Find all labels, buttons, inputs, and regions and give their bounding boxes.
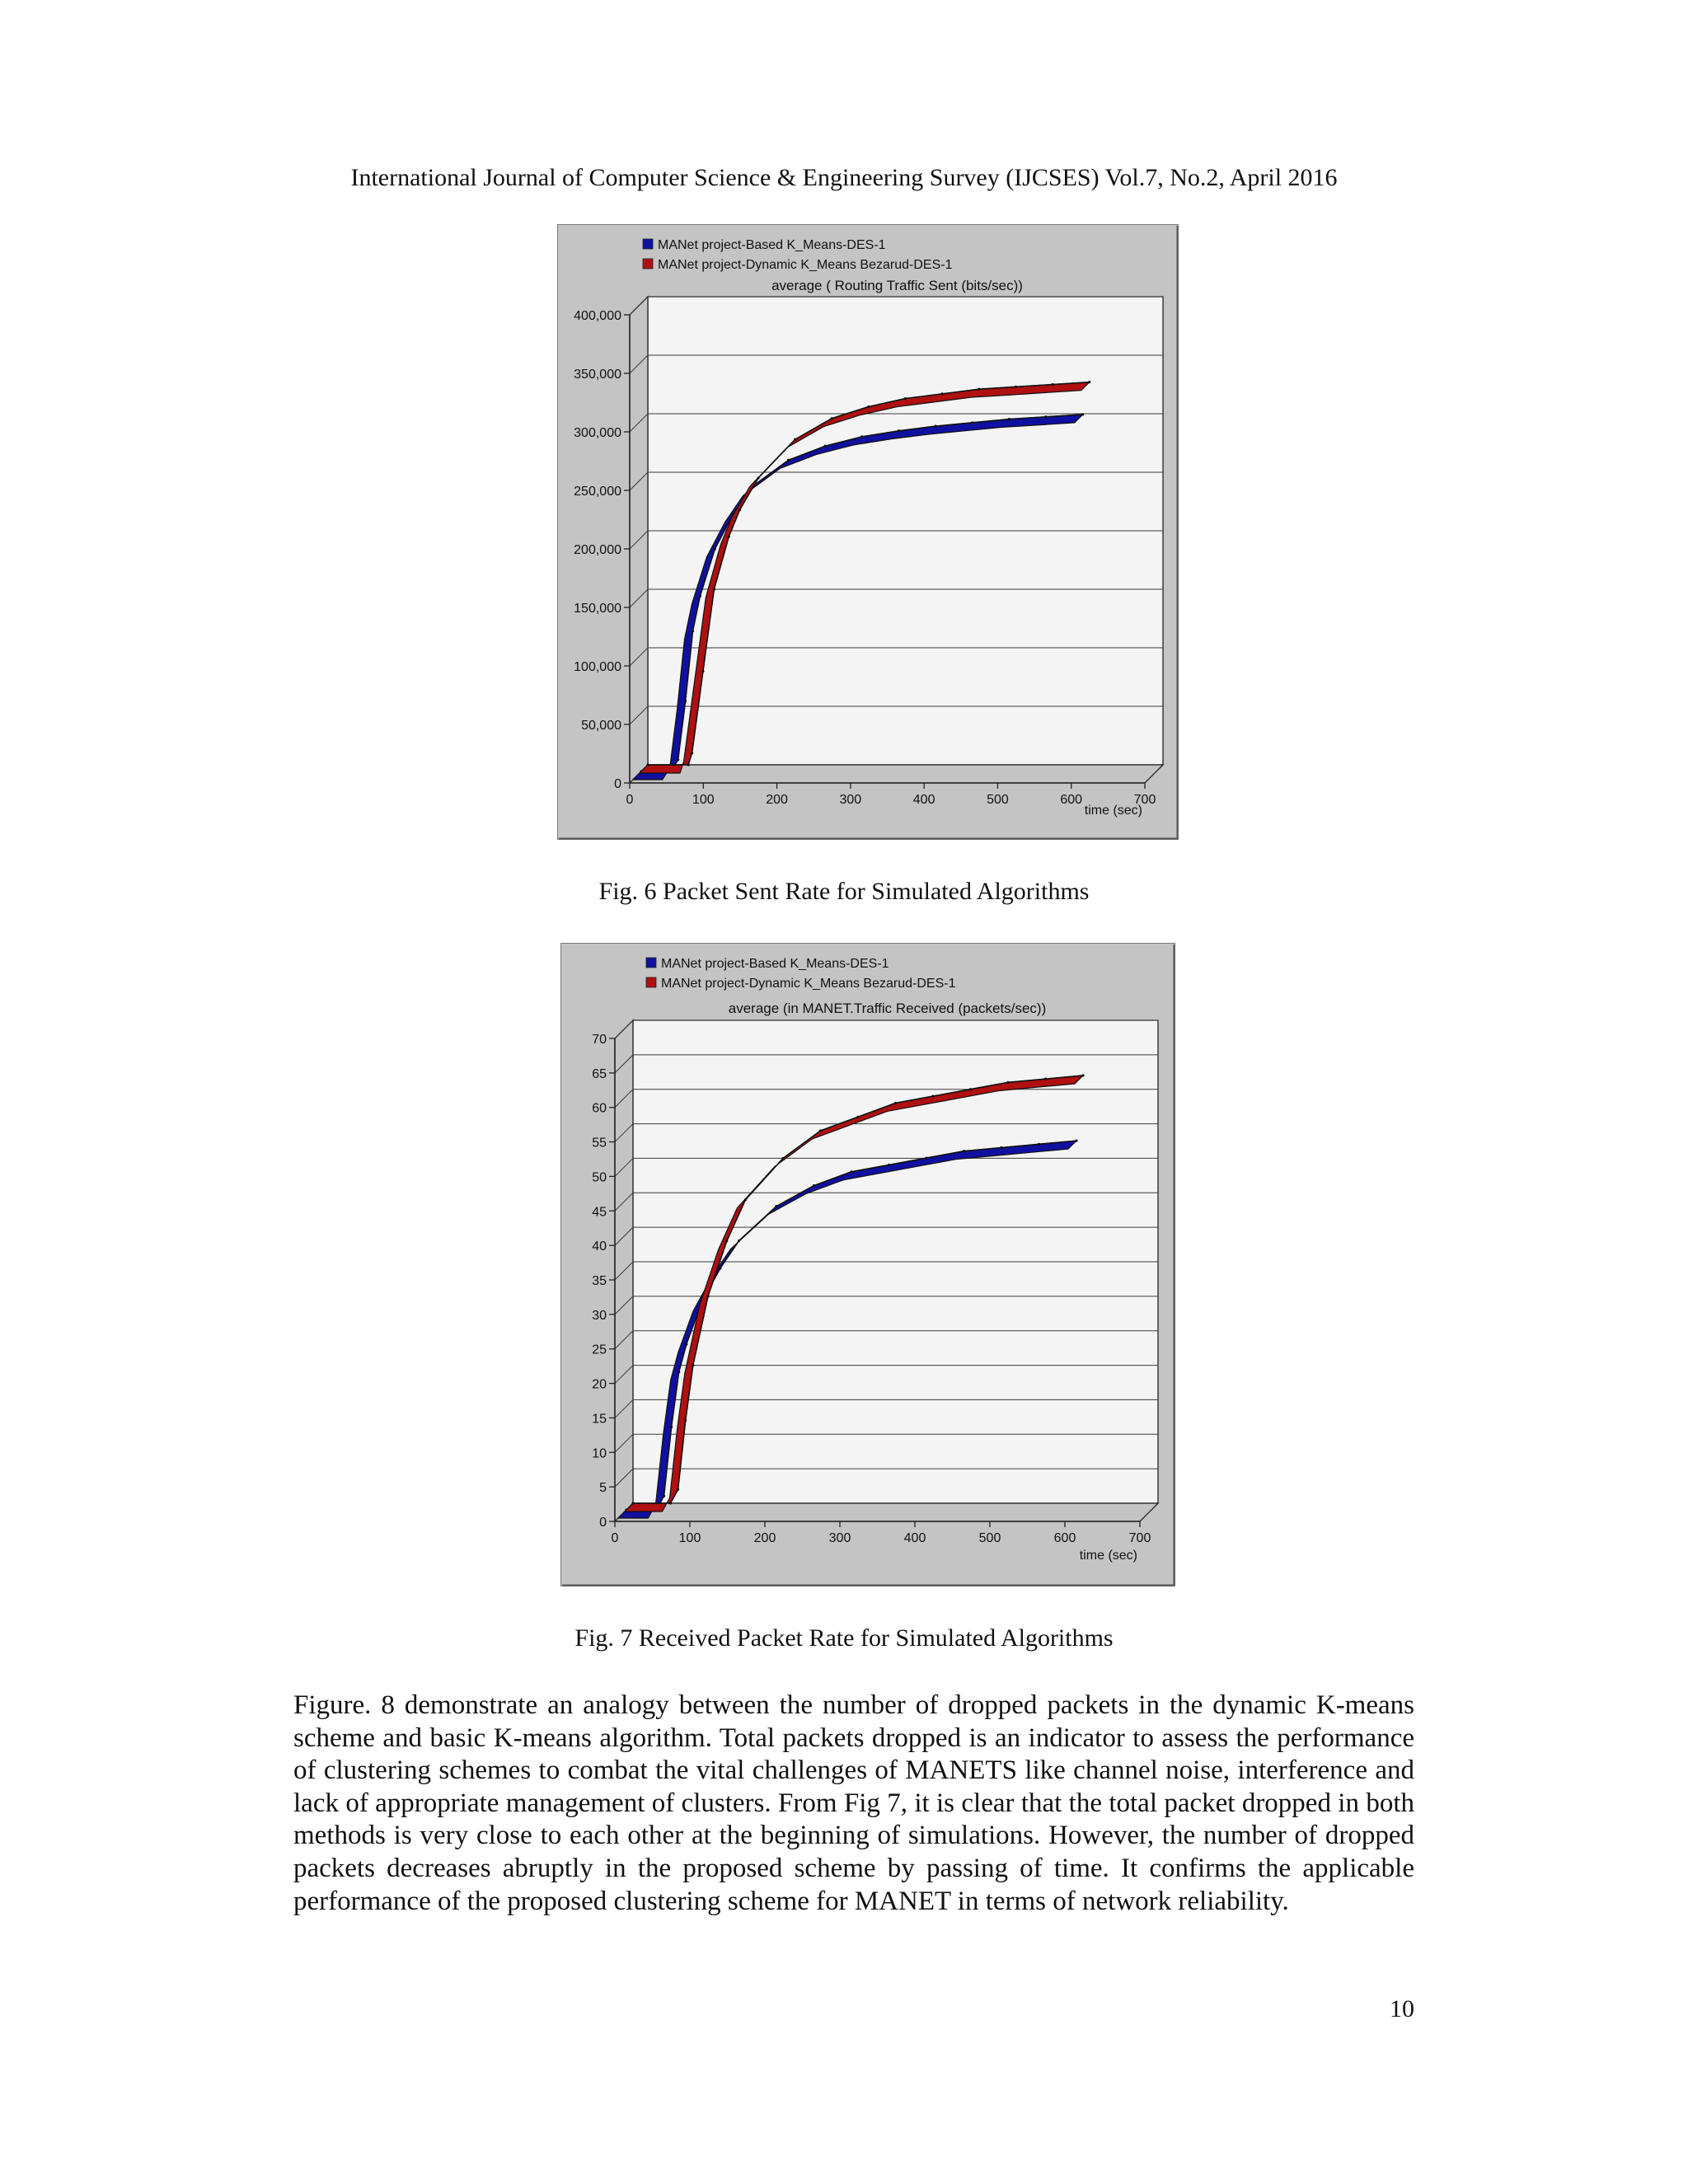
series-point — [941, 392, 944, 395]
series-point — [1044, 415, 1047, 418]
series-point — [714, 548, 716, 551]
y-tick-label: 50 — [592, 1170, 607, 1185]
journal-header: International Journal of Computer Science & Engineering Survey (IJCSES) Vol.7, No.2, April 2016 — [350, 164, 1338, 191]
x-tick-label: 500 — [978, 1531, 1001, 1545]
series-point — [1075, 1140, 1077, 1142]
legend-swatch — [643, 239, 653, 249]
y-tick-label: 60 — [592, 1101, 607, 1116]
y-tick-label: 25 — [592, 1343, 607, 1357]
series-point — [706, 1295, 709, 1297]
x-tick-label: 100 — [678, 1531, 701, 1545]
series-point — [744, 1198, 747, 1201]
x-tick-label: 700 — [1128, 1531, 1151, 1545]
series-point — [684, 1419, 687, 1422]
y-tick-label: 100,000 — [574, 660, 621, 674]
plot-floor — [630, 765, 1163, 783]
series-point — [684, 700, 687, 702]
x-tick-label: 100 — [692, 793, 715, 807]
series-point — [738, 1240, 740, 1242]
series-point — [1044, 1078, 1047, 1080]
series-point — [935, 425, 937, 428]
series-point — [888, 1164, 890, 1166]
y-tick-label: 10 — [592, 1446, 607, 1461]
y-tick-label: 15 — [592, 1412, 607, 1427]
series-point — [646, 763, 649, 766]
series-point — [699, 594, 701, 597]
series-point — [775, 1205, 777, 1207]
x-tick-label: 700 — [1133, 793, 1156, 807]
series-point — [1051, 383, 1053, 386]
figure-6-caption: Fig. 6 Packet Sent Rate for Simulated Algorithms — [598, 878, 1090, 905]
x-tick-label: 300 — [828, 1531, 851, 1545]
series-point — [692, 630, 694, 632]
series-point — [677, 758, 679, 761]
y-tick-label: 350,000 — [574, 368, 621, 382]
legend-swatch — [643, 259, 653, 269]
series-point — [678, 1371, 680, 1373]
x-tick-label: 500 — [987, 793, 1009, 807]
y-tick-label: 65 — [592, 1066, 607, 1081]
y-tick-label: 70 — [592, 1033, 607, 1047]
x-tick-label: 0 — [626, 793, 634, 807]
series-point — [925, 1156, 927, 1159]
legend-label: MANet project-Dynamic K_Means Bezarud-DES-1 — [658, 258, 953, 272]
series-point — [819, 1129, 822, 1132]
series-point — [685, 1343, 687, 1345]
series-point — [856, 1116, 859, 1118]
y-tick-label: 35 — [592, 1274, 607, 1288]
series-point — [692, 1364, 694, 1366]
series-point — [1015, 386, 1017, 388]
body-paragraph: Figure. 8 demonstrate an analogy between the number of dropped packets in the dynamic K-means scheme and basic K-means algorithm. Total packets dropped is an indicator to assess the performance of clustering schemes to combat the vital challenges of MANETS like channel noise, interference and lack of appropriate management of clusters. From Fig 7, it is clear that the total packet dropped in both methods is very close to each other at the beginning of simulations. However, the number of dropped packets decreases abruptly in the proposed scheme by passing of time. It confirms the applicable performance of the proposed clustering scheme for MANET in terms of network reliability. — [293, 1690, 1414, 1916]
series-point — [757, 477, 759, 480]
series-point — [963, 1150, 965, 1152]
series-point — [687, 763, 690, 766]
series-point — [867, 405, 870, 408]
x-tick-label: 200 — [753, 1531, 776, 1545]
series-point — [1081, 1074, 1084, 1076]
series-point — [831, 417, 833, 419]
x-axis-label: time (sec) — [1079, 1549, 1137, 1563]
y-tick-label: 200,000 — [574, 543, 621, 557]
page-number: 10 — [1390, 1995, 1414, 2022]
y-tick-label: 55 — [592, 1136, 607, 1151]
x-tick-label: 300 — [839, 793, 862, 807]
y-tick-label: 400,000 — [574, 309, 621, 323]
legend-label: MANet project-Based K_Means-DES-1 — [658, 238, 886, 252]
series-point — [1081, 413, 1084, 415]
plot-floor — [615, 1503, 1158, 1521]
series-point — [1000, 1146, 1002, 1149]
y-tick-label: 20 — [592, 1377, 607, 1392]
y-tick-label: 50,000 — [581, 719, 621, 733]
series-point — [1008, 418, 1010, 420]
legend-swatch — [646, 958, 656, 968]
legend-swatch — [646, 977, 656, 987]
series-point — [931, 1094, 934, 1097]
x-tick-label: 0 — [611, 1531, 619, 1545]
series-point — [894, 1102, 897, 1104]
series-point — [860, 435, 863, 438]
series-point — [971, 421, 973, 424]
y-tick-label: 150,000 — [574, 602, 621, 616]
x-tick-label: 600 — [1053, 1531, 1076, 1545]
y-tick-label: 0 — [614, 777, 621, 791]
figure-7 — [560, 943, 1175, 1586]
chart-title: average (in MANET.Traffic Received (packets/sec)) — [728, 1001, 1047, 1016]
series-point — [713, 588, 715, 590]
series-point — [787, 459, 790, 462]
y-tick-label: 300,000 — [574, 426, 621, 440]
series-point — [728, 536, 730, 538]
series-point — [850, 1170, 852, 1173]
y-tick-label: 45 — [592, 1205, 607, 1220]
figure-6 — [557, 224, 1179, 840]
series-point — [794, 438, 796, 441]
series-point — [669, 1502, 672, 1504]
series-point — [813, 1184, 815, 1187]
series-point — [719, 1267, 721, 1269]
chart-title: average ( Routing Traffic Sent (bits/sec)) — [771, 278, 1023, 293]
series-point — [677, 1488, 679, 1491]
y-tick-label: 40 — [592, 1240, 607, 1254]
series-point — [824, 445, 827, 448]
x-tick-label: 600 — [1060, 793, 1083, 807]
series-point — [631, 1502, 634, 1504]
series-point — [1088, 381, 1090, 383]
x-tick-label: 200 — [766, 793, 788, 807]
chart-routing-traffic-sent — [557, 224, 1179, 840]
series-point — [1006, 1081, 1009, 1084]
series-point — [781, 1157, 784, 1160]
legend-label: MANet project-Dynamic K_Means Bezarud-DES-1 — [661, 977, 956, 991]
series-point — [691, 752, 693, 754]
x-axis-label: time (sec) — [1084, 804, 1142, 818]
y-tick-label: 0 — [599, 1516, 607, 1530]
y-tick-label: 30 — [592, 1308, 607, 1323]
series-point — [701, 670, 704, 673]
y-tick-label: 5 — [599, 1481, 607, 1496]
x-tick-label: 400 — [903, 1531, 926, 1545]
series-point — [898, 429, 900, 432]
series-point — [978, 388, 980, 391]
y-tick-label: 250,000 — [574, 485, 621, 499]
series-point — [904, 397, 907, 400]
x-tick-label: 400 — [912, 793, 935, 807]
series-point — [1038, 1143, 1040, 1146]
series-point — [670, 1426, 673, 1428]
series-point — [663, 1495, 665, 1497]
series-point — [969, 1088, 972, 1090]
series-point — [738, 509, 741, 511]
series-point — [725, 1240, 728, 1242]
figure-7-caption: Fig. 7 Received Packet Rate for Simulated Algorithms — [574, 1624, 1114, 1652]
legend-label: MANet project-Based K_Means-DES-1 — [661, 957, 889, 971]
chart-traffic-received — [560, 943, 1175, 1586]
